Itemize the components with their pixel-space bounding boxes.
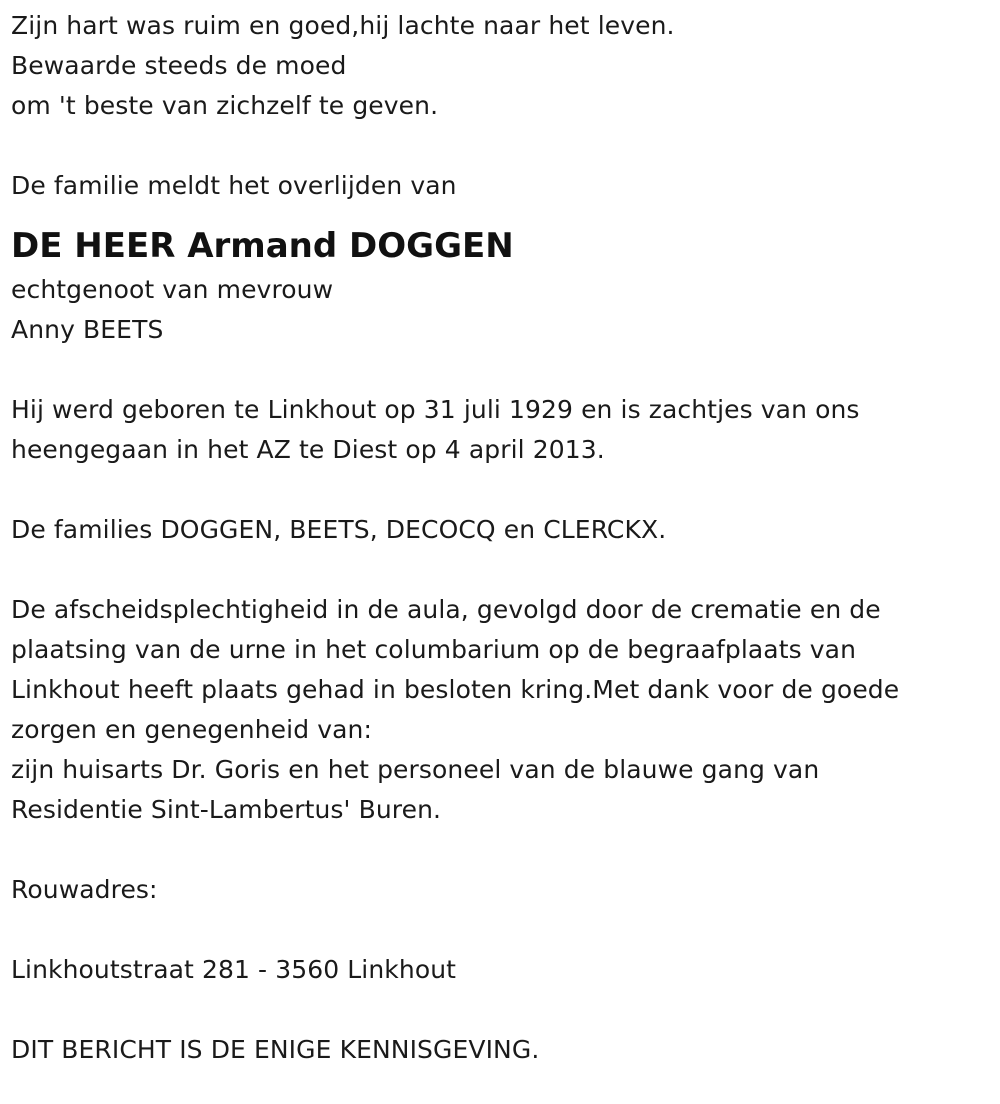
spacer	[11, 470, 991, 510]
spouse-info	[11, 270, 991, 350]
spacer	[11, 350, 991, 390]
spacer	[11, 126, 991, 166]
ceremony-info	[11, 590, 991, 830]
birth-death-info	[11, 390, 991, 470]
obituary-document	[11, 6, 991, 1070]
announcement-text: De familie meldt het overlijden van	[11, 171, 457, 200]
spouse-line: Anny BEETS	[11, 315, 164, 344]
birth-death-line: heengegaan in het AZ te Diest op 4 april 2013.	[11, 435, 605, 464]
spouse-line: echtgenoot van mevrouw	[11, 275, 334, 304]
ceremony-line: zorgen en genegenheid van:	[11, 715, 373, 744]
poem-line: Bewaarde steeds de moed	[11, 51, 347, 80]
families-text: De families DOGGEN, BEETS, DECOCQ en CLERCKX.	[11, 515, 667, 544]
ceremony-line: De afscheidsplechtigheid in de aula, gevolgd door de crematie en de	[11, 595, 881, 624]
spacer	[11, 910, 991, 950]
poem	[11, 6, 991, 126]
poem-line: Zijn hart was ruim en goed,hij lachte naar het leven.	[11, 11, 675, 40]
spacer	[11, 830, 991, 870]
birth-death-line: Hij werd geboren te Linkhout op 31 juli 1929 en is zachtjes van ons	[11, 395, 860, 424]
ceremony-line: plaatsing van de urne in het columbarium op de begraafplaats van	[11, 635, 857, 664]
poem-line: om 't beste van zichzelf te geven.	[11, 91, 439, 120]
ceremony-line: Linkhout heeft plaats gehad in besloten kring.Met dank voor de goede	[11, 675, 900, 704]
spacer	[11, 990, 991, 1030]
address-label: Rouwadres:	[11, 875, 158, 904]
address-text: Linkhoutstraat 281 - 3560 Linkhout	[11, 955, 457, 984]
spacer	[11, 550, 991, 590]
ceremony-line: zijn huisarts Dr. Goris en het personeel van de blauwe gang van	[11, 755, 820, 784]
deceased-name: DE HEER Armand DOGGEN	[11, 226, 514, 266]
notice-text: DIT BERICHT IS DE ENIGE KENNISGEVING.	[11, 1035, 540, 1064]
ceremony-line: Residentie Sint-Lambertus' Buren.	[11, 795, 442, 824]
